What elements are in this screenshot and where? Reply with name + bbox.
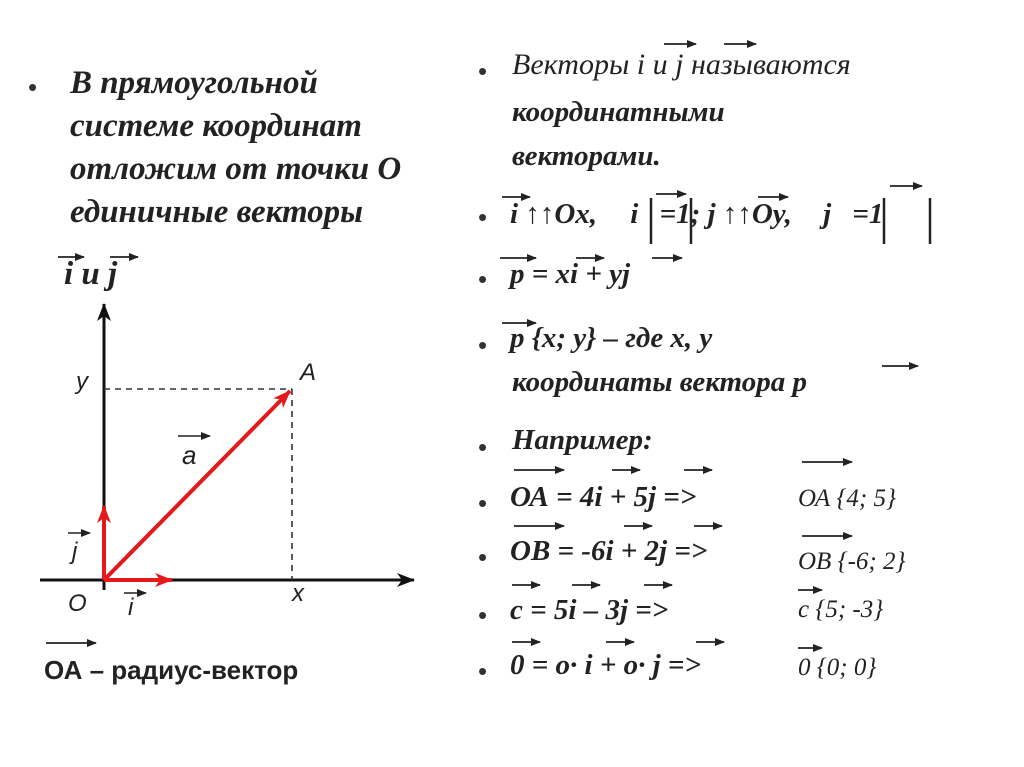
example-3-expr: c = 5i – 3j =>: [510, 594, 669, 626]
b2-vec-j: j: [707, 198, 716, 230]
origin-label: O: [68, 590, 87, 617]
left-line-2: системе координат: [70, 108, 362, 144]
example-3-result: c {5; -3}: [798, 596, 884, 623]
axis-x-label: x: [292, 580, 304, 607]
example-2-expr: ОВ = -6i + 2j =>: [510, 535, 708, 567]
example-1-result: ОА {4; 5}: [798, 485, 896, 512]
example-1-expr: ОА = 4i + 5j =>: [510, 481, 697, 513]
b2-t3: ↑↑Oy,: [722, 198, 792, 230]
right-b4-line1: p {x; y} – где x, y: [510, 322, 713, 354]
bullet-marker: •: [478, 600, 488, 630]
right-b1-line3: векторами.: [512, 140, 661, 172]
b2-vec-i: i: [510, 198, 519, 230]
bullet-marker: •: [478, 488, 488, 518]
b4-pre: координаты вектора: [512, 366, 786, 398]
footer-rest: – радиус-вектор: [89, 655, 299, 685]
b1-pre: Векторы: [512, 48, 630, 81]
bullet-marker: •: [478, 264, 488, 294]
example-4-result: 0 {0; 0}: [798, 654, 877, 681]
left-line-3: отложим от точки О: [70, 151, 402, 187]
b2-t1: ↑↑Ox,: [525, 198, 598, 230]
b2-vec-i-abs: i: [630, 198, 639, 230]
left-line-1: В прямоугольной: [70, 65, 318, 101]
bullet-marker: •: [28, 72, 38, 102]
b2-vec-j-abs: j: [823, 198, 832, 230]
right-b3: p = xi + yj: [510, 258, 631, 290]
left-line-4: единичные векторы: [70, 194, 364, 230]
b1-vec-i: i: [636, 48, 646, 81]
left-conj: и: [81, 256, 100, 292]
bullet-marker: •: [478, 542, 488, 572]
b2-t4: =1: [852, 198, 884, 230]
b1-post: называются: [690, 48, 851, 81]
b4-vec-p: p: [792, 366, 807, 398]
vector-i-label: i: [128, 594, 134, 621]
b1-vec-j: j: [675, 48, 684, 81]
footer-vec: ОА: [44, 655, 83, 685]
vector-j-label: j: [72, 538, 78, 565]
b1-mid: и: [652, 48, 668, 81]
bullet-marker: •: [478, 202, 488, 232]
example-2-result: ОВ {-6; 2}: [798, 548, 906, 575]
right-b5: Например:: [512, 424, 653, 456]
vector-a-label: a: [182, 440, 197, 470]
point-a-label: A: [300, 359, 317, 386]
axis-y-label: y: [76, 368, 88, 395]
left-vec-i: i: [64, 256, 74, 292]
bullet-marker: •: [478, 432, 488, 462]
example-4-expr: 0 = o· i + o· j =>: [510, 649, 701, 681]
bullet-marker: •: [478, 656, 488, 686]
b2-t2: =1;: [659, 198, 701, 230]
bullet-marker: •: [478, 330, 488, 360]
vector-a: [104, 391, 290, 580]
bullet-marker: •: [478, 56, 488, 86]
left-vec-j: j: [108, 256, 118, 292]
right-b1-line2: координатными: [512, 96, 725, 128]
